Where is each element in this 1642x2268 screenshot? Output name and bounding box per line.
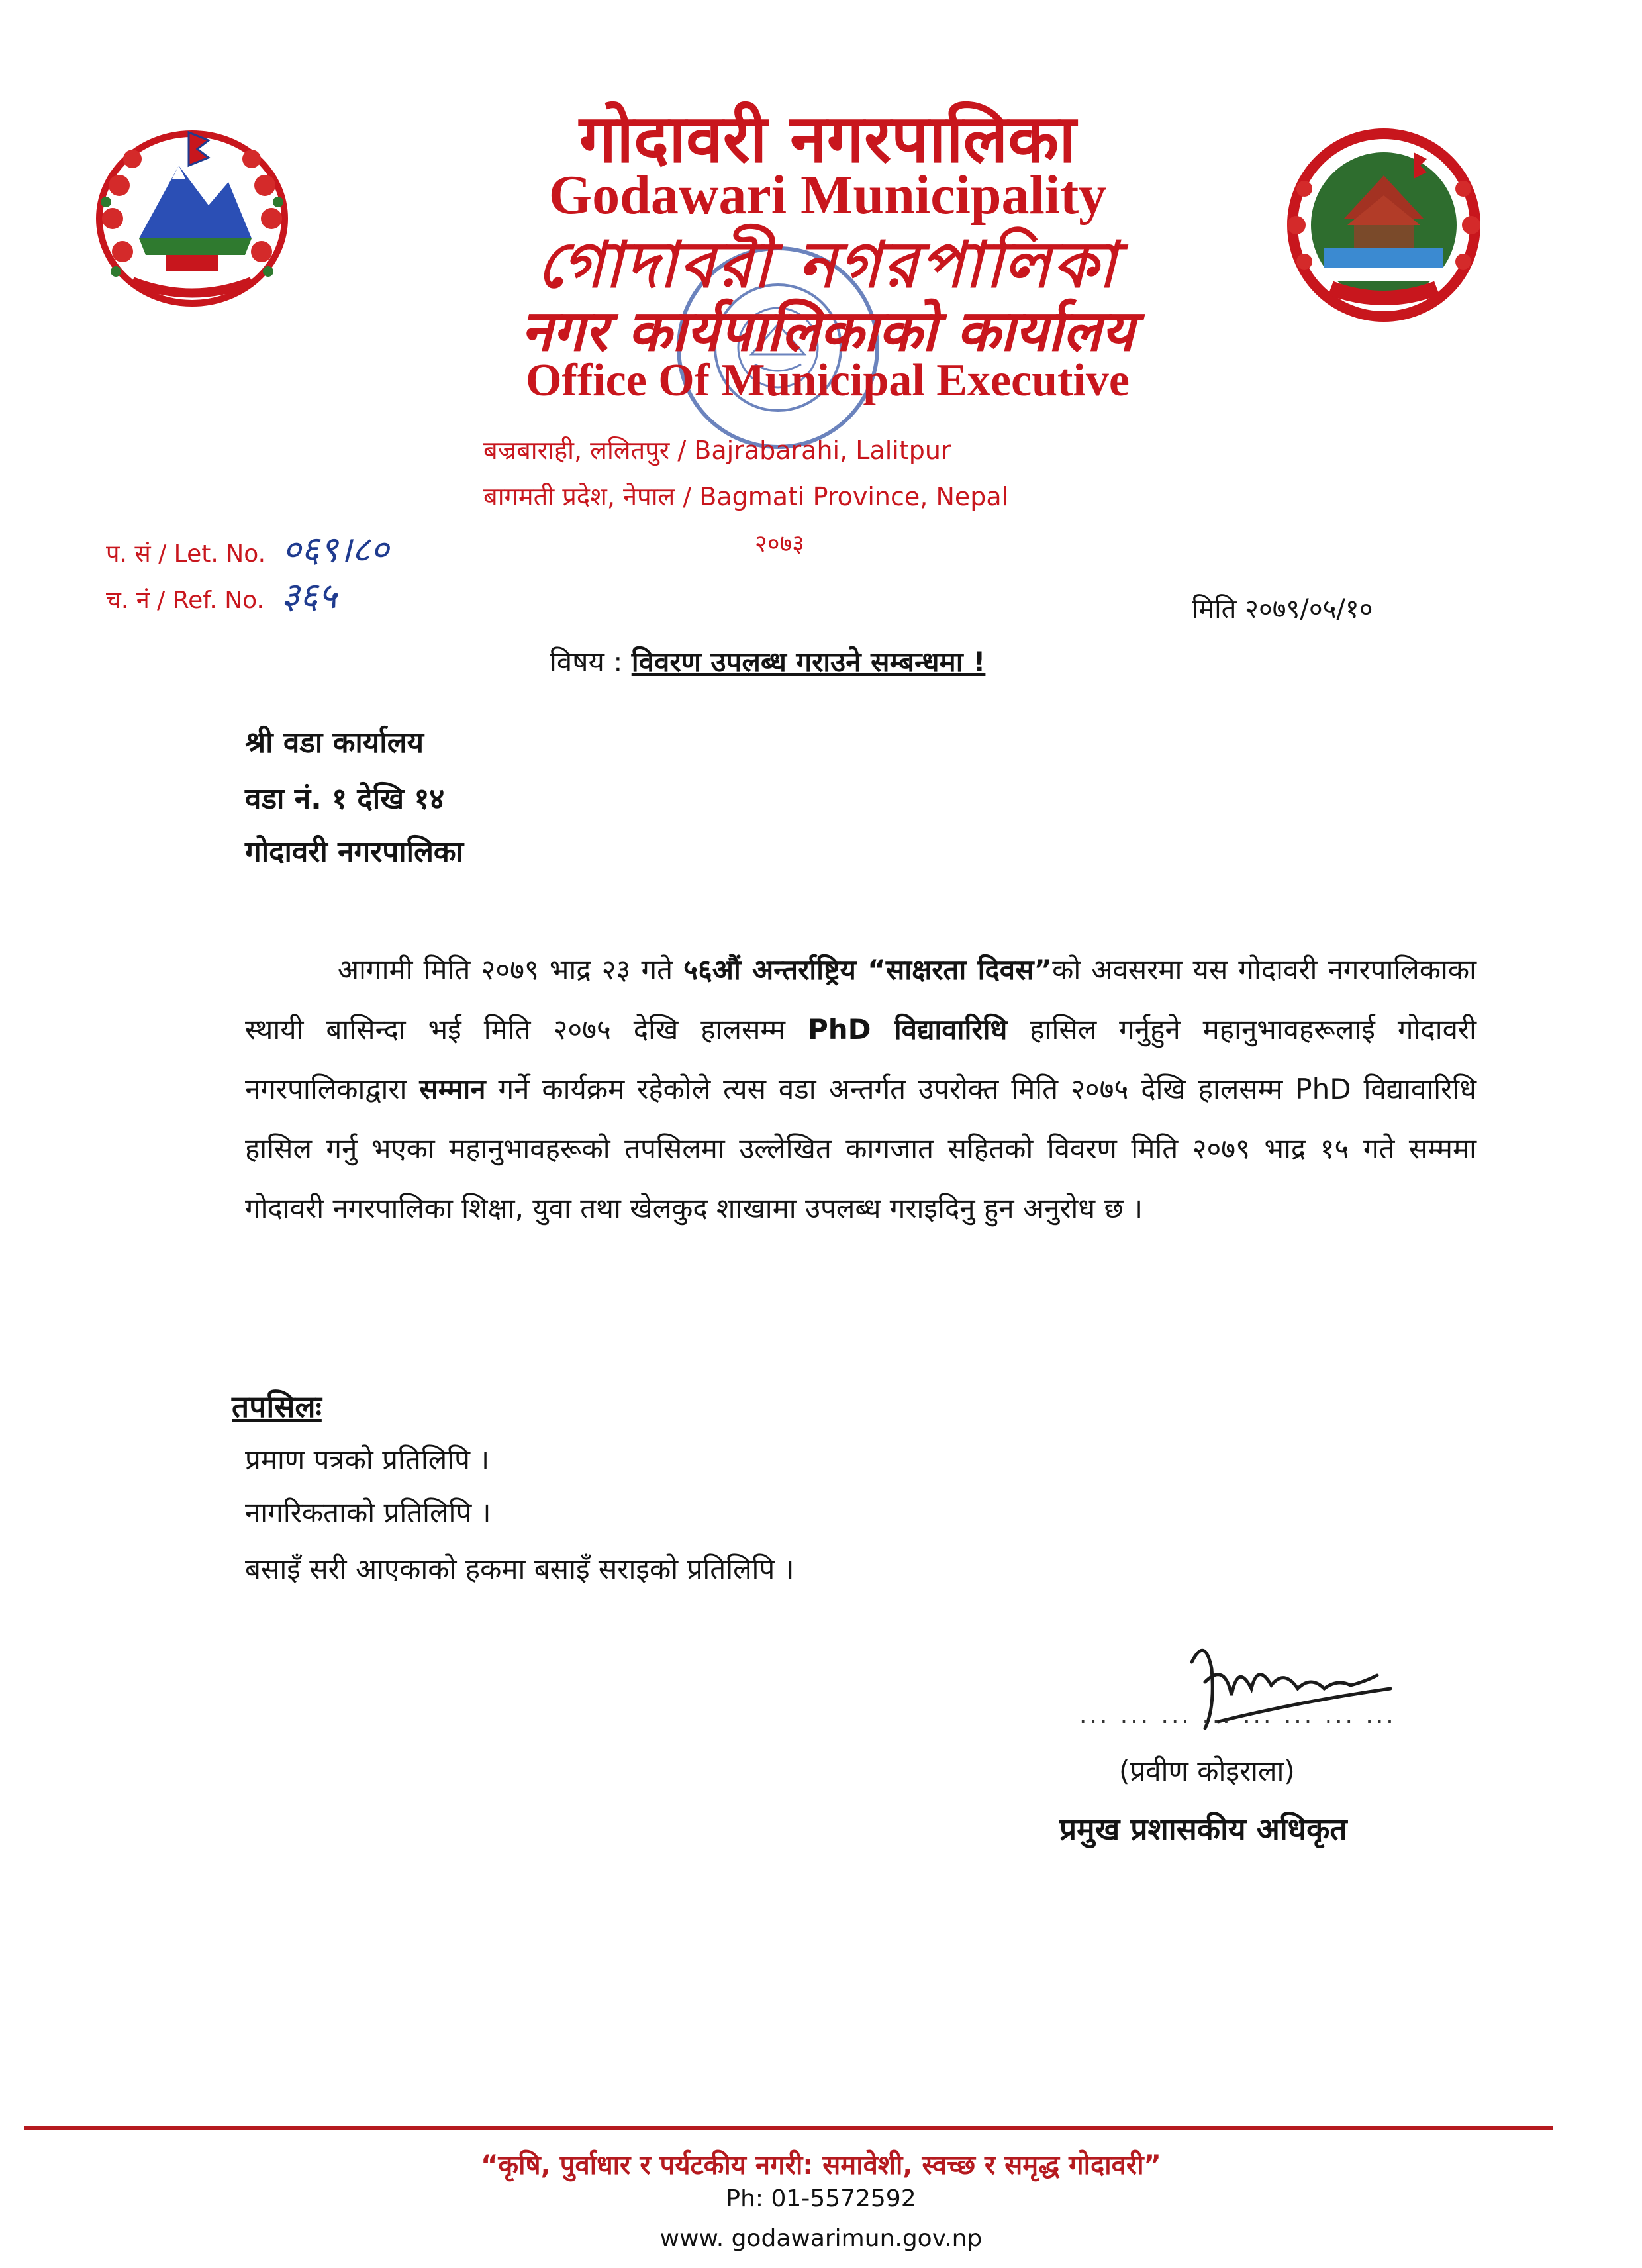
letter-number-label: प. सं / Let. No. <box>106 540 266 567</box>
body-text-1: आगामी मिति २०७९ भाद्र २३ गते <box>338 954 684 986</box>
municipality-title-nepali: गोदावरी नगरपालिका <box>579 100 1077 177</box>
signatory-name: (प्रवीण कोइराला) <box>1119 1755 1295 1787</box>
body-text-3: हासिल गर्नुहुने महानुभावहरूलाई गोदावरी नगरपालिकाद्वारा <box>245 1013 1476 1105</box>
recipient-line-3: गोदावरी नगरपालिका <box>245 835 464 869</box>
municipality-title-stylized: গোদাবরী নগরপালিকা <box>536 228 1119 302</box>
godawari-municipality-logo-icon <box>1284 126 1483 324</box>
office-title-nepali: नगर कार्यपालिकाको कार्यालय <box>520 298 1135 364</box>
office-title-english: Office Of Municipal Executive <box>526 355 1130 406</box>
body-bold-phd: PhD विद्यावारिधि <box>807 1013 1008 1046</box>
body-bold-literacy-day: ५६औं अन्तर्राष्ट्रिय “साक्षरता दिवस” <box>683 954 1053 986</box>
address-line-2: बागमती प्रदेश, नेपाल / Bagmati Province, Nepal <box>483 482 1009 511</box>
reference-number-value: ३६५ <box>281 575 337 616</box>
annex-item: नागरिकताको प्रतिलिपि । <box>245 1497 491 1529</box>
subject-label: विषय : <box>550 646 623 678</box>
established-year: २०७३ <box>755 530 804 558</box>
letter-number-row <box>106 530 389 574</box>
annex-title: तपसिलः <box>232 1389 322 1424</box>
footer-slogan: “कृषि, पुर्वाधार र पर्यटकीय नगरी: समावेशी, स्वच्छ र समृद्ध गोदावरी” <box>481 2150 1161 2181</box>
address-line-1: बज्रबाराही, ललितपुर / Bajrabarahi, Lalitpur <box>483 436 951 465</box>
annex-item: प्रमाण पत्रको प्रतिलिपि । <box>245 1444 490 1476</box>
footer-website: www. godawarimun.gov.np <box>659 2225 983 2252</box>
annex-item: बसाइँ सरी आएकाको हकमा बसाइँ सराइको प्रतिलिपि । <box>245 1553 795 1585</box>
reference-number-row <box>106 576 337 620</box>
subject-row <box>550 642 985 680</box>
body-text-4: गर्ने कार्यक्रम रहेकोले त्यस वडा अन्तर्गत उपरोक्त मिति २०७५ देखि हालसम्म PhD विद्यावारिधि हासिल गर्नु भएका महानुभावहरूको तपसिलमा उल्लेखित कागजात सहितको विवरण मिति २०७९ भाद्र १५ गते सम्ममा गोदावरी नगरपालिका शिक्षा, युवा तथा खेलकुद शाखामा उपलब्ध गराइदिनु हुन अनुरोध छ । <box>245 1073 1477 1224</box>
body-bold-honor: सम्मान <box>419 1073 486 1105</box>
signatory-title: प्रमुख प्रशासकीय अधिकृत <box>1059 1811 1347 1847</box>
signature-line: ... ... ... ... ... ... ... ... <box>1079 1702 1396 1729</box>
recipient-line-2: वडा नं. १ देखि १४ <box>245 782 445 816</box>
nepal-coat-of-arms-icon <box>93 119 291 311</box>
footer-phone: Ph: 01-5572592 <box>726 2185 916 2212</box>
reference-number-label: च. नं / Ref. No. <box>106 587 264 614</box>
footer-divider <box>24 2126 1553 2130</box>
letter-date: मिति २०७९/०५/१० <box>1192 594 1373 624</box>
letter-number-value: ०६९।८० <box>282 528 389 570</box>
body-paragraph <box>245 940 1476 1238</box>
subject-text: विवरण उपलब्ध गराउने सम्बन्धमा ! <box>631 646 986 678</box>
body-text-2: को अवसरमा यस गोदावरी नगरपालिकाका स्थायी बासिन्दा भई मिति २०७५ देखि हालसम्म <box>245 954 1476 1046</box>
recipient-line-1: श्री वडा कार्यालय <box>245 726 424 760</box>
municipality-title-english: Godawari Municipality <box>548 164 1107 226</box>
